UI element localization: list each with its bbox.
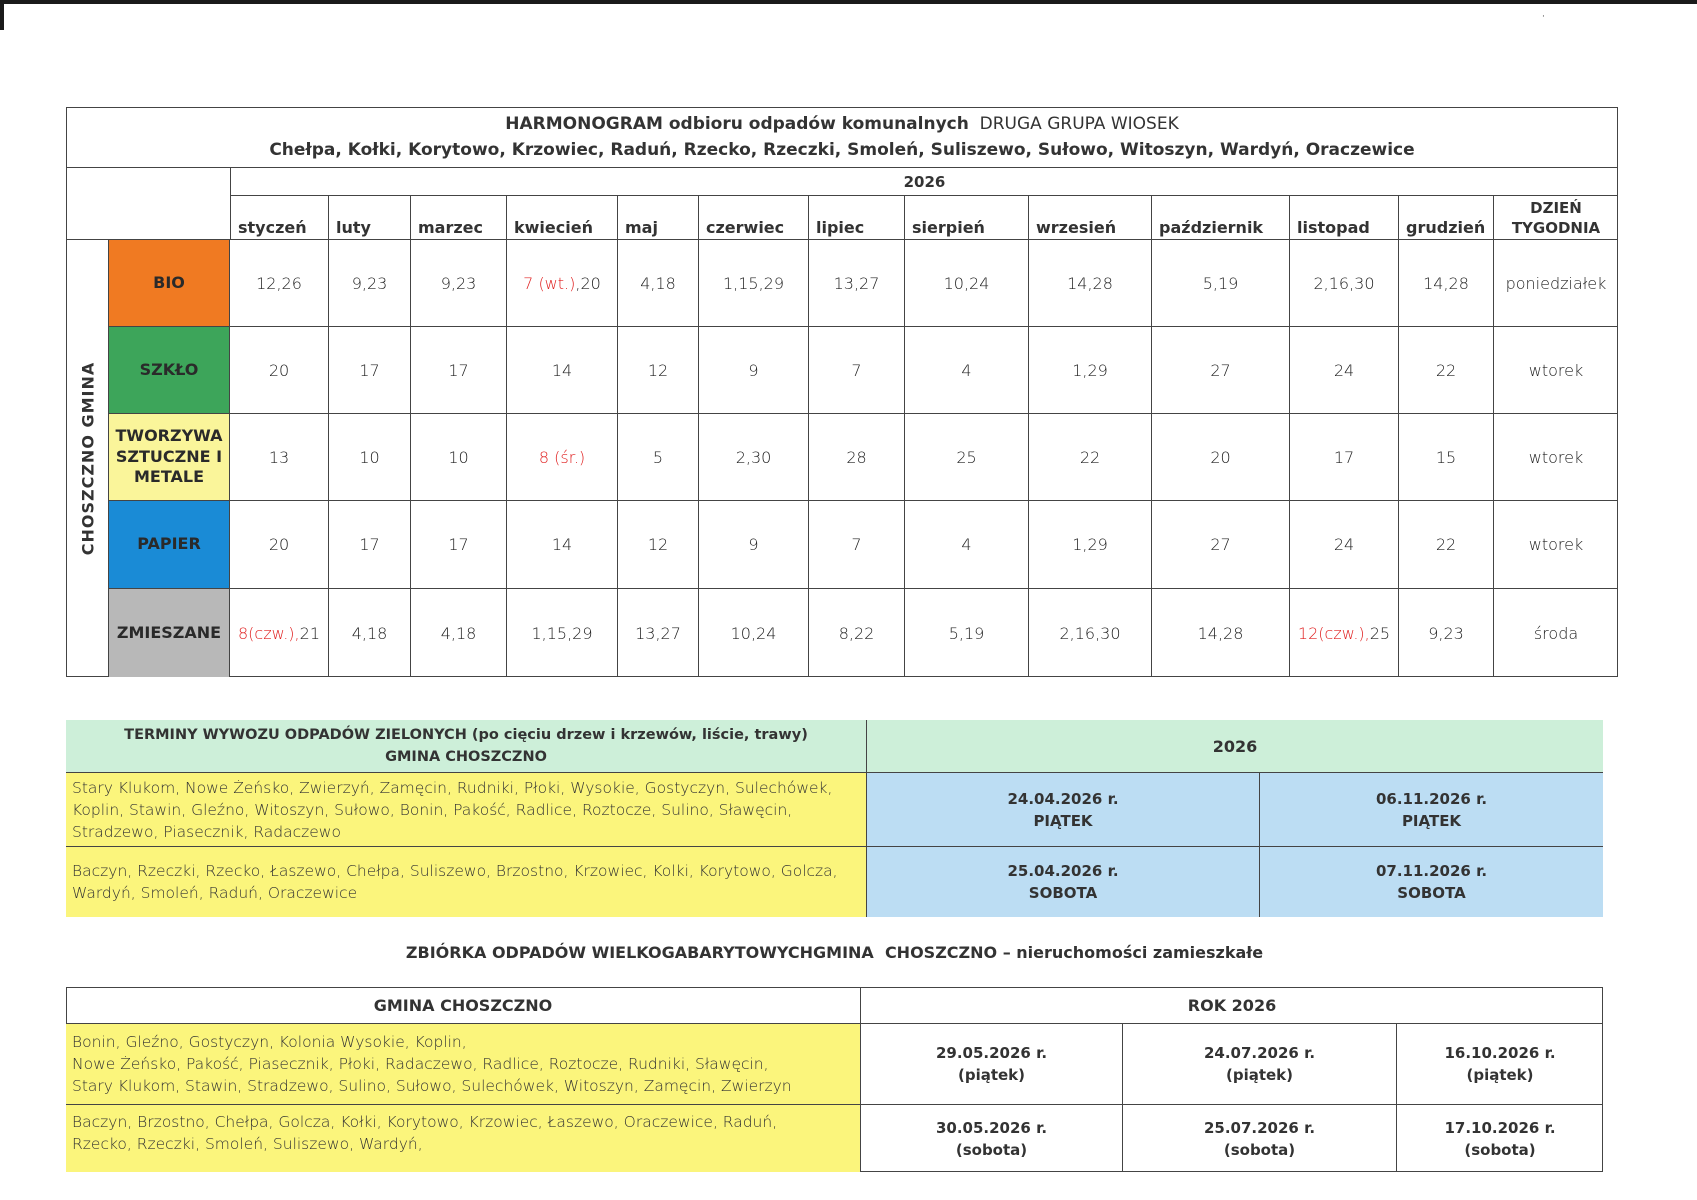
collection-days: 17 bbox=[448, 360, 469, 380]
month-header: styczeń bbox=[230, 196, 329, 240]
collection-days: 25 bbox=[956, 447, 977, 467]
schedule-cell bbox=[411, 327, 507, 414]
bulky-date: 25.07.2026 r. bbox=[1203, 1118, 1316, 1137]
scan-top-border bbox=[0, 0, 1697, 4]
schedule-cell bbox=[1029, 501, 1152, 589]
green-year: 2026 bbox=[867, 720, 1603, 773]
bulky-weekday: (sobota) bbox=[1223, 1140, 1296, 1159]
bulky-places-line: Stary Klukom, Stawin, Stradzewo, Sulino, Sułowo, Sulechówek, Witoszyn, Zamęcin, Zwierzyn bbox=[72, 1077, 792, 1095]
collection-days: 9,23 bbox=[1428, 623, 1464, 643]
weekday-cell: środa bbox=[1533, 623, 1579, 643]
schedule-cell bbox=[1290, 414, 1399, 501]
collection-days: 13,27 bbox=[833, 273, 880, 293]
schedule-cell bbox=[618, 414, 699, 501]
schedule-cell bbox=[905, 589, 1029, 677]
collection-days: 1,29 bbox=[1072, 360, 1108, 380]
bulky-left-header: GMINA CHOSZCZNO bbox=[66, 987, 861, 1024]
schedule-cell bbox=[1399, 240, 1494, 327]
bulky-date-cell bbox=[1397, 1024, 1603, 1105]
collection-days: 5 bbox=[652, 447, 664, 467]
bulky-weekday: (piątek) bbox=[1466, 1066, 1534, 1084]
month-header: maj bbox=[618, 196, 699, 240]
collection-days: 17 bbox=[1333, 447, 1355, 467]
collection-days: ,20 bbox=[575, 273, 601, 293]
schedule-cell bbox=[699, 414, 809, 501]
green-date-cell bbox=[1260, 773, 1603, 847]
collection-days: 4,18 bbox=[640, 273, 676, 293]
schedule-title-bold: HARMONOGRAM odbioru odpadów komunalnych bbox=[505, 114, 969, 134]
schedule-cell bbox=[699, 501, 809, 589]
bulky-date: 29.05.2026 r. bbox=[935, 1044, 1048, 1062]
bulky-date: 30.05.2026 r. bbox=[935, 1118, 1048, 1137]
weekday-cell: poniedziałek bbox=[1494, 240, 1618, 327]
schedule-cell bbox=[1152, 414, 1290, 501]
collection-days: 25 bbox=[1369, 623, 1391, 643]
weekday-cell: wtorek bbox=[1494, 414, 1618, 501]
changed-date-note: 8 (śr.) bbox=[538, 447, 586, 467]
green-header-line2: GMINA CHOSZCZNO bbox=[385, 749, 547, 765]
schedule-cell bbox=[809, 589, 905, 677]
collection-days: 13,27 bbox=[635, 623, 681, 643]
collection-days: 10,24 bbox=[943, 273, 990, 293]
changed-date-note: 12(czw.), bbox=[1297, 623, 1370, 643]
collection-days: 12,26 bbox=[256, 273, 302, 293]
schedule-cell bbox=[230, 327, 329, 414]
month-header: czerwiec bbox=[699, 196, 809, 240]
collection-days: 9,23 bbox=[440, 273, 477, 293]
green-date: 25.04.2026 r. bbox=[1007, 862, 1119, 880]
schedule-cell bbox=[329, 240, 411, 327]
collection-days: 8,22 bbox=[838, 623, 875, 643]
schedule-cell bbox=[905, 240, 1029, 327]
bulky-date: 17.10.2026 r. bbox=[1444, 1118, 1556, 1137]
collection-days: 14,28 bbox=[1197, 623, 1244, 643]
weekday-header-line2: TYGODNIA bbox=[1511, 218, 1601, 237]
month-header: luty bbox=[329, 196, 411, 240]
collection-days: 13 bbox=[268, 447, 290, 467]
collection-days: 21 bbox=[299, 623, 320, 643]
collection-days: 2,30 bbox=[735, 447, 772, 467]
weekday-header-line1: DZIEŃ bbox=[1530, 198, 1582, 217]
collection-days: 2,16,30 bbox=[1313, 273, 1375, 293]
green-date-cell bbox=[867, 773, 1260, 847]
collection-days: 5,19 bbox=[1202, 273, 1239, 293]
bulky-weekday: (sobota) bbox=[955, 1140, 1028, 1159]
collection-days: 22 bbox=[1435, 360, 1457, 380]
green-places: Baczyn, Rzeczki, Rzecko, Łaszewo, Chełpa, Suliszewo, Brzostno, Krzowiec, Kolki, Korytowo, Golcza, Wardyń, Smoleń, Raduń, Oraczewice bbox=[66, 847, 867, 917]
bulky-date: 16.10.2026 r. bbox=[1444, 1044, 1556, 1062]
schedule-cell bbox=[1029, 414, 1152, 501]
month-header: lipiec bbox=[809, 196, 905, 240]
collection-days: 1,15,29 bbox=[531, 623, 593, 643]
collection-days: 20 bbox=[1210, 447, 1231, 467]
collection-days: 14,28 bbox=[1423, 273, 1469, 293]
changed-date-note: 8(czw.), bbox=[237, 623, 300, 643]
collection-days: 24 bbox=[1333, 535, 1355, 554]
schedule-cell bbox=[1399, 327, 1494, 414]
collection-days: 17 bbox=[448, 535, 469, 554]
schedule-cell bbox=[618, 327, 699, 414]
schedule-cell bbox=[618, 501, 699, 589]
collection-days: 22 bbox=[1435, 535, 1457, 554]
green-weekday: SOBOTA bbox=[1397, 884, 1466, 902]
schedule-cell bbox=[1399, 589, 1494, 677]
schedule-cell bbox=[1399, 414, 1494, 501]
bulky-date-cell bbox=[1123, 1024, 1397, 1105]
schedule-cell bbox=[411, 589, 507, 677]
collection-days: 15 bbox=[1435, 447, 1457, 467]
collection-days: 4,18 bbox=[440, 623, 477, 643]
bulky-right-header: ROK 2026 bbox=[861, 987, 1603, 1024]
schedule-corner bbox=[66, 168, 230, 240]
collection-days: 1,15,29 bbox=[722, 273, 785, 293]
schedule-cell bbox=[699, 327, 809, 414]
schedule-cell bbox=[1290, 589, 1399, 677]
schedule-cell bbox=[1029, 240, 1152, 327]
collection-days: 10 bbox=[448, 447, 469, 467]
month-header: wrzesień bbox=[1029, 196, 1152, 240]
bulky-title: ZBIÓRKA ODPADÓW WIELKOGABARYTOWYCHGMINA CHOSZCZNO – nieruchomości zamieszkałe bbox=[405, 942, 1264, 962]
green-date: 07.11.2026 r. bbox=[1375, 862, 1488, 880]
collection-days: 1,29 bbox=[1072, 535, 1108, 554]
collection-days: 14 bbox=[551, 360, 573, 380]
bulky-places-line: Baczyn, Brzostno, Chełpa, Golcza, Kołki, Korytowo, Krzowiec, Łaszewo, Oraczewice, Raduń, bbox=[72, 1113, 778, 1131]
schedule-cell bbox=[905, 327, 1029, 414]
waste-category-2: SZKŁO bbox=[109, 327, 230, 414]
schedule-cell bbox=[809, 501, 905, 589]
collection-days: 4,18 bbox=[351, 623, 388, 643]
collection-days: 17 bbox=[359, 535, 380, 554]
schedule-cell bbox=[411, 240, 507, 327]
green-header-line1: TERMINY WYWOZU ODPADÓW ZIELONYCH (po cięciu drzew i krzewów, liście, trawy) bbox=[124, 727, 808, 743]
side-label bbox=[66, 240, 109, 677]
collection-days: 20 bbox=[268, 535, 290, 554]
schedule-cell bbox=[1029, 589, 1152, 677]
green-date-cell bbox=[1260, 847, 1603, 917]
green-weekday: PIĄTEK bbox=[1033, 811, 1093, 830]
schedule-title bbox=[505, 114, 1178, 134]
bulky-date: 24.07.2026 r. bbox=[1203, 1044, 1316, 1062]
schedule-cell bbox=[809, 240, 905, 327]
bulky-weekday: (piątek) bbox=[957, 1066, 1026, 1084]
collection-days: 27 bbox=[1210, 360, 1231, 380]
schedule-cell bbox=[507, 414, 618, 501]
green-date-cell bbox=[867, 847, 1260, 917]
schedule-cell bbox=[1152, 327, 1290, 414]
collection-days: 12 bbox=[647, 535, 669, 554]
collection-days: 9 bbox=[748, 535, 759, 554]
schedule-cell bbox=[507, 327, 618, 414]
schedule-cell bbox=[905, 414, 1029, 501]
bulky-places-line: Rzecko, Rzeczki, Smoleń, Suliszewo, Wardyń, bbox=[72, 1135, 423, 1153]
green-weekday: PIĄTEK bbox=[1401, 811, 1462, 830]
collection-days: 10 bbox=[359, 447, 380, 467]
schedule-cell bbox=[230, 589, 329, 677]
bulky-date-cell bbox=[861, 1024, 1123, 1105]
schedule-cell bbox=[1399, 501, 1494, 589]
schedule-cell bbox=[905, 501, 1029, 589]
bulky-places bbox=[66, 1024, 861, 1105]
schedule-cell bbox=[1290, 501, 1399, 589]
schedule-cell bbox=[809, 327, 905, 414]
schedule-cell bbox=[230, 501, 329, 589]
green-header bbox=[66, 720, 867, 773]
changed-date-note: 7 (wt.) bbox=[523, 273, 576, 293]
month-header: sierpień bbox=[905, 196, 1029, 240]
schedule-cell bbox=[1152, 240, 1290, 327]
schedule-cell bbox=[329, 589, 411, 677]
schedule-title-group: DRUGA GRUPA WIOSEK bbox=[979, 114, 1179, 134]
bulky-date-cell bbox=[1397, 1105, 1603, 1172]
weekday-cell: wtorek bbox=[1494, 327, 1618, 414]
schedule-villages: Chełpa, Kołki, Korytowo, Krzowiec, Raduń, Rzecko, Rzeczki, Smoleń, Suliszewo, Sułowo, Witoszyn, Wardyń, Oraczewice bbox=[269, 140, 1415, 160]
bulky-places bbox=[66, 1105, 861, 1172]
collection-days: 12 bbox=[647, 360, 669, 380]
waste-category-1: BIO bbox=[109, 240, 230, 327]
collection-days: 5,19 bbox=[948, 623, 985, 643]
schedule-cell bbox=[411, 501, 507, 589]
collection-days: 10,24 bbox=[730, 623, 777, 643]
schedule-cell bbox=[507, 240, 618, 327]
green-date: 06.11.2026 r. bbox=[1375, 789, 1488, 808]
collection-days: 9,23 bbox=[351, 273, 388, 293]
schedule-cell bbox=[507, 589, 618, 677]
schedule-cell bbox=[1290, 240, 1399, 327]
schedule-year: 2026 bbox=[230, 168, 1618, 196]
schedule-cell bbox=[329, 501, 411, 589]
bulky-weekday: (piątek) bbox=[1225, 1066, 1294, 1084]
side-label-text: CHOSZCZNO GMINA bbox=[78, 361, 98, 556]
collection-days: 4 bbox=[961, 535, 972, 554]
schedule-cell bbox=[699, 589, 809, 677]
schedule-cell bbox=[618, 589, 699, 677]
weekday-header bbox=[1494, 196, 1618, 240]
collection-days: 27 bbox=[1210, 535, 1231, 554]
collection-days: 14 bbox=[551, 535, 573, 554]
collection-days: 4 bbox=[961, 360, 972, 380]
collection-days: 20 bbox=[268, 360, 290, 380]
collection-days: 24 bbox=[1333, 360, 1355, 380]
weekday-cell: wtorek bbox=[1494, 501, 1618, 589]
schedule-cell bbox=[618, 240, 699, 327]
month-header: grudzień bbox=[1399, 196, 1494, 240]
collection-days: 22 bbox=[1079, 447, 1101, 467]
waste-category-3: TWORZYWA SZTUCZNE I METALE bbox=[109, 414, 230, 501]
schedule-cell bbox=[1290, 327, 1399, 414]
collection-days: 28 bbox=[846, 447, 867, 467]
green-date: 24.04.2026 r. bbox=[1007, 789, 1119, 808]
bulky-date-cell bbox=[861, 1105, 1123, 1172]
schedule-cell bbox=[329, 414, 411, 501]
schedule-title-block bbox=[66, 107, 1618, 168]
schedule-cell bbox=[230, 414, 329, 501]
collection-days: 9 bbox=[748, 360, 759, 380]
schedule-cell bbox=[699, 240, 809, 327]
waste-category-4: PAPIER bbox=[109, 501, 230, 589]
month-header: kwiecień bbox=[507, 196, 618, 240]
bulky-places-line: Bonin, Gleźno, Gostyczyn, Kolonia Wysokie, Koplin, bbox=[72, 1033, 467, 1051]
collection-days: 2,16,30 bbox=[1059, 623, 1121, 643]
collection-days: 17 bbox=[359, 360, 380, 380]
month-header: październik bbox=[1152, 196, 1290, 240]
schedule-cell bbox=[230, 240, 329, 327]
schedule-cell bbox=[1029, 327, 1152, 414]
collection-days: 7 bbox=[851, 360, 862, 380]
schedule-cell bbox=[329, 327, 411, 414]
collection-days: 14,28 bbox=[1067, 273, 1113, 293]
scan-left-mark bbox=[0, 0, 4, 30]
month-header: listopad bbox=[1290, 196, 1399, 240]
collection-days: 7 bbox=[851, 535, 862, 554]
schedule-cell bbox=[1152, 501, 1290, 589]
schedule-cell bbox=[411, 414, 507, 501]
bulky-weekday: (sobota) bbox=[1464, 1140, 1536, 1159]
bulky-date-cell bbox=[1123, 1105, 1397, 1172]
bulky-places-line: Nowe Żeńsko, Pakość, Piasecznik, Płoki, Radaczewo, Radlice, Roztocze, Rudniki, Sławęcin, bbox=[72, 1055, 769, 1073]
month-header: marzec bbox=[411, 196, 507, 240]
green-weekday: SOBOTA bbox=[1028, 884, 1098, 902]
scan-speck: · bbox=[1542, 12, 1545, 22]
waste-category-5: ZMIESZANE bbox=[109, 589, 230, 677]
schedule-cell bbox=[1152, 589, 1290, 677]
schedule-cell bbox=[507, 501, 618, 589]
schedule-cell bbox=[809, 414, 905, 501]
green-places: Stary Klukom, Nowe Żeńsko, Zwierzyń, Zamęcin, Rudniki, Płoki, Wysokie, Gostyczyn, Sulechówek, Koplin, Stawin, Gleźno, Witoszyn, Sułowo, Bonin, Pakość, Radlice, Roztocze, Sulino, Sławęcin, Stradzewo, Piasecznik, Radaczewo bbox=[66, 773, 867, 847]
